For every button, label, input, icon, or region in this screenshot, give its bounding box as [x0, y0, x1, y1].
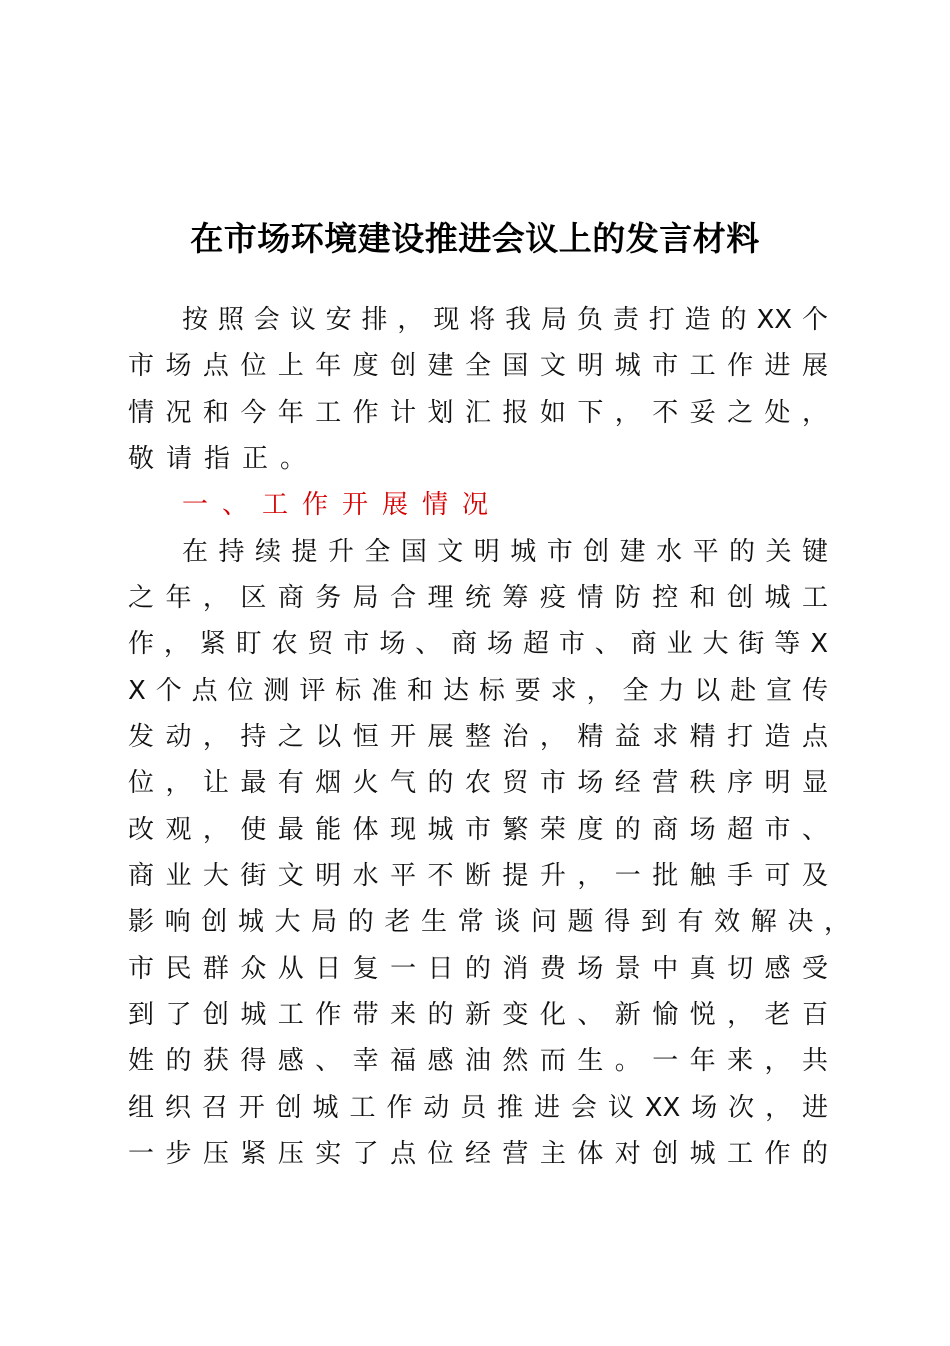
- body-line: 位，让最有烟火气的农贸市场经营秩序明显: [128, 768, 828, 798]
- body-line: 组织召开创城工作动员推进会议XX场次，进: [128, 1093, 828, 1123]
- body-line: 在持续提升全国文明城市创建水平的关键: [182, 537, 828, 567]
- body-line: 姓的获得感、幸福感油然而生。一年来，共: [128, 1046, 828, 1076]
- intro-line: 情况和今年工作计划汇报如下，不妥之处，: [128, 398, 828, 428]
- body-line: 改观，使最能体现城市繁荣度的商场超市、: [128, 815, 828, 845]
- body-line: 商业大街文明水平不断提升，一批触手可及: [128, 861, 828, 891]
- body-line: 市民群众从日复一日的消费场景中真切感受: [128, 954, 828, 984]
- body-line: 作，紧盯农贸市场、商场超市、商业大街等X: [128, 629, 828, 659]
- intro-line: 按照会议安排，现将我局负责打造的XX个: [182, 305, 828, 335]
- section-heading: 一、工作开展情况: [182, 490, 503, 520]
- body-line: 影响创城大局的老生常谈问题得到有效解决，: [128, 907, 850, 937]
- body-line: 一步压紧压实了点位经营主体对创城工作的: [128, 1139, 828, 1169]
- body-line: 发动，持之以恒开展整治，精益求精打造点: [128, 722, 828, 752]
- body-line: X个点位测评标准和达标要求，全力以赴宣传: [128, 676, 828, 706]
- intro-line: 敬请指正。: [128, 444, 319, 474]
- intro-line: 市场点位上年度创建全国文明城市工作进展: [128, 351, 828, 381]
- body-line: 之年，区商务局合理统筹疫情防控和创城工: [128, 583, 828, 613]
- body-line: 到了创城工作带来的新变化、新愉悦，老百: [128, 1000, 828, 1030]
- document-title: 在市场环境建设推进会议上的发言材料: [190, 219, 760, 258]
